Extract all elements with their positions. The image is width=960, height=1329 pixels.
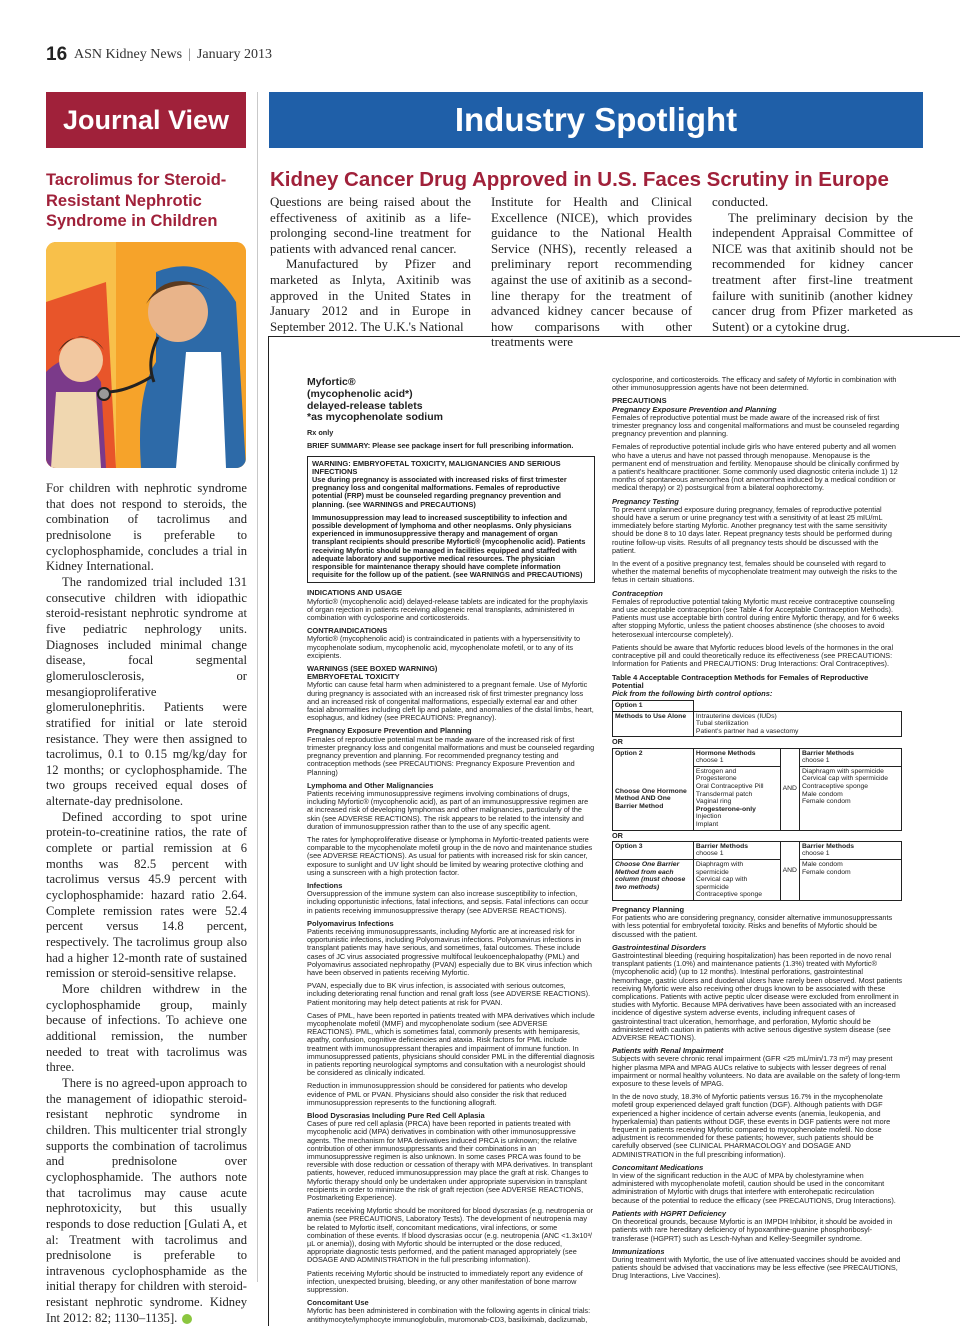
- section-heading: Infections: [307, 880, 343, 890]
- section-text: Females of reproductive potential include girls who have entered puberty and all women who have a uterus and have not passed through menopause. Menopause is the permanent end of menstruation and fertility. Menopause should be clinically confirmed by a patient's healthcare practitioner. Some commonly used diagnostic criteria include 1) 12 months of spontaneous amenorrhea (not amenorrhea induced by a medical condition or medical therapy) or 2) postsurgical from a bilateral oophorectomy.: [612, 442, 900, 493]
- column-divider: [257, 92, 258, 1282]
- rx-only: Rx only: [307, 428, 334, 438]
- table-cell: Choose One Barrier Method from each column (must choose two methods): [613, 860, 694, 901]
- table-row: [613, 841, 902, 859]
- section-text: To prevent unplanned exposure during pregnancy, females of reproductive potential should have a serum or urine pregnancy test with a sensitivity of at least 25 mIU/mL immediately before starting Myfortic. Another pregnancy test with the same sensitivity should be done 8 to 10 days later. Repeat pregnancy tests should be performed during routine follow-up visits. Results of all pregnancy tests should be discussed with the patient.: [612, 504, 892, 555]
- section-heading: Concomitant Medications: [612, 1162, 704, 1172]
- boxed-warning-text: Immunosuppression may lead to increased susceptibility to infection and possible development of lymphoma and other neoplasms. Only physicians experienced in immunosuppressive therapy and management of organ transplant recipients should prescribe Myfortic® (mycophenolic acid). Patients receiving Myfortic should be managed in facilities equipped and staffed with adequate laboratory and supportive medical resources. The physician responsible for maintenance therapy should have complete information requisite for the follow up of the patient. (see WARNINGS and PRECAUTIONS): [312, 512, 586, 580]
- choose-note: choose 1: [695, 757, 724, 765]
- section-heading: Immunizations: [612, 1246, 665, 1256]
- table-cell: [693, 841, 780, 859]
- industry-headline: Kidney Cancer Drug Approved in U.S. Faces Scrutiny in Europe: [270, 168, 889, 191]
- article-column-2: [491, 195, 692, 351]
- article-column-3: [712, 195, 913, 335]
- column-head: Barrier Methods: [695, 842, 749, 850]
- section-text: Subjects with severe chronic renal impairment (GFR <25 mL/min/1.73 m²) may present higher plasma MPA and MPAG AUCs relative to subjects with lesser degrees of renal impairment or normal healthy volunteers. No data are available on the safety of long-term exposure to these levels of MPAG.: [612, 1054, 900, 1089]
- boxed-warning: [307, 456, 595, 584]
- table-row: [613, 701, 902, 712]
- section-heading: Patients with Renal Impairment: [612, 1046, 724, 1056]
- section-heading: Patients with HGPRT Deficiency: [612, 1208, 727, 1218]
- boxed-warning-text: Use during pregnancy is associated with increased risks of first trimester pregnancy loss and congenital malformations. Females of reproductive potential (FRP) must be counseled regarding pregnancy prevention and planning. (see WARNINGS and PRECAUTIONS): [312, 475, 567, 509]
- section-text: In view of the significant reduction in the AUC of MPA by cholestyramine when administered with mycophenolate mofetil, caution should be used in the concomitant administration of Myfortic with drugs that interfere with enterohepatic recirculation because of the potential to reduce the efficacy (see PRECAUTIONS, Drug Interactions).: [612, 1171, 896, 1205]
- contraception-table-option-3: [612, 841, 902, 901]
- section-text: Reduction in immunosuppression should be considered for patients who develop evidence of PML or PVAN. Physicians should also consider the risk that reduced immunosuppression represents to the functioning allograft.: [307, 1081, 568, 1107]
- table-cell: [693, 701, 901, 712]
- issue-date: January 2013: [196, 47, 272, 62]
- product-name: Myfortic®: [307, 376, 356, 388]
- journal-view-body: [46, 481, 247, 1326]
- section-text: Patients receiving Myfortic should be instructed to immediately report any evidence of infection, unexpected bruising, bleeding, or any other manifestation of bone marrow suppression.: [307, 1268, 583, 1295]
- section-text: Patients should be aware that Myfortic reduces blood levels of the hormones in the oral contraceptive pill and could theoretically reduce its effectiveness (see PRECAUTIONS: Information for Patients and PRECAUTIONS: Drug Interactions: Oral Contraceptives).: [612, 642, 894, 669]
- page-number: 16: [46, 44, 68, 65]
- section-text: Females of reproductive potential must be made aware of the increased risk of first trimester pregnancy loss and congenital malformations and must be counseled regarding pregnancy prevention and planning.: [612, 412, 900, 439]
- article-paragraph: Institute for Health and Clinical Excellence (NICE), which provides guidance to the National Health Service (NHS), recently released a preliminary report recommending against the use of axitinib as a second-line therapy for the treatment of advanced kidney cancer because of how comparisons with other treatments were: [491, 195, 692, 350]
- section-text: Gastrointestinal bleeding (requiring hospitalization) has been reported in de novo renal transplant patients (1.0%) and maintenance patients (1.3%) treated with Myfortic® (mycophenolic acid) (up to 12 months). Intestinal perforations, gastrointestinal hemorrhage, gastric ulcers and duodenal ulcers have rarely been observed. Most patients receiving Myfortic were also receiving other drugs known to be associated with these complications. Patients with active peptic ulcer disease were excluded from enrollment in studies with Myfortic. Because MPA derivatives have been associated with an increased incidence of digestive system adverse events, including infrequent cases of gastrointestinal tract ulceration, hemorrhage, and perforation, Myfortic should be administered with caution in patients with active serious digestive system disease (see ADVERSE REACTIONS).: [612, 951, 903, 1043]
- section-text: In the event of a positive pregnancy test, females should be counseled with regard to whether the maternal benefits of mycophenolate treatment may outweigh the risks to the fetus in certain situations.: [612, 559, 898, 585]
- hormone-items: Estrogen and Progesterone Oral Contraceptive Pill Transdermal patch Vaginal ring: [695, 767, 764, 806]
- table-or: OR: [612, 737, 623, 747]
- column-head: Hormone Methods: [695, 749, 756, 757]
- section-text: Myfortic has been administered in combination with the following agents in clinical trials: antithymocyte/lymphocyte immunoglobulin, muromonab-CD3, basiliximab, daclizumab,: [307, 1306, 591, 1324]
- section-text: Cases of PML, have been reported in patients treated with MPA derivatives which include mycophenolate mofetil (MMF) and mycophenolate sodium (see ADVERSE REACTIONS). PML, which is sometimes fatal, commonly presents with hemiparesis, apathy, confusion, cognitive deficiencies and ataxia. Risk factors for PML include treatment with immunosuppressant therapies and impairment of immune function. In immunosuppressed patients, physicians should consider PML in the differential diagnosis in patients reporting neurological symptoms and consultation with a neurologist should be considered as clinically indicated.: [307, 1010, 595, 1078]
- table-cell: Diaphragm with spermicide Cervical cap with spermicide Contraceptive sponge: [693, 860, 780, 901]
- section-text: cyclosporine, and corticosteroids. The efficacy and safety of Myfortic in combination with other immunosuppression agents have not been determined.: [612, 375, 897, 393]
- choose-note: choose 1: [801, 850, 830, 858]
- section-heading: INDICATIONS AND USAGE: [307, 588, 403, 598]
- section-text: Patients receiving immunosuppressants, including Myfortic are at increased risk for opportunistic infections, including Polyomavirus infections. Polyomavirus infections in transplant patients may have serious, and sometimes, fatal outcomes. These include cases of JC virus associated progressive multifocal leukoencephalopathy (PML) and Polyomavirus associated nephropathy (PVAN) especially due to BK virus infection which have been observed in patients receiving Myfortic.: [307, 926, 592, 977]
- section-heading: PRECAUTIONS: [612, 396, 667, 406]
- product-name-block: [307, 377, 595, 424]
- option-method: Choose One Hormone Method AND One Barrier Method: [615, 787, 687, 810]
- section-text: Cases of pure red cell aplasia (PRCA) have been reported in patients treated with mycophenolic acid (MPA) derivatives in combination with other immunosuppressive agents. The mechanism for MPA derivatives induced PRCA is unknown; the relative contribution of other immunosuppressants and their combinations in an immunosuppressive regimen is also unknown. In some cases PRCA was found to be reversible with dose reduction or cessation of therapy with MPA derivatives. In transplant patients, however, reduced immunosuppression may place the graft at risk. Changes to Myfortic therapy should only be undertaken under appropriate supervision in transplant recipients in order to minimize the risk of graft rejection (see ADVERSE REACTIONS, Postmarketing Experience).: [307, 1119, 593, 1203]
- column-head: Barrier Methods: [801, 749, 855, 757]
- column-head: Barrier Methods: [801, 842, 855, 850]
- journal-paragraph: For children with nephrotic syndrome that does not respond to steroids, the combination of tacrolimus and prednisolone is preferable to cyclophosphamide, concludes a trial in Kidney International.: [46, 481, 247, 574]
- table-row: [613, 748, 902, 766]
- section-heading: Lymphoma and Other Malignancies: [307, 780, 434, 790]
- table-or: OR: [612, 830, 623, 840]
- section-text: Myfortic can cause fetal harm when administered to a pregnant female. Use of Myfortic during pregnancy is associated with an increased risk of first trimester pregnancy loss and an increased risk of congenital malformations, especially external ear and other facial abnormalities including cleft lip and palate, and anomalies of the distal limbs, heart, esophagus, and kidney (see PRECAUTIONS: Pregnancy).: [307, 680, 594, 723]
- choose-note: choose 1: [801, 757, 830, 765]
- section-text: PVAN, especially due to BK virus infection, is associated with serious outcomes, including deteriorating renal function and renal graft loss (see ADVERSE REACTIONS). Patient monitoring may help detect patients at risk for PVAN.: [307, 981, 591, 1007]
- section-text: During treatment with Myfortic, the use of live attenuated vaccines should be avoided and patients should be advised that vaccinations may be less effective (see PRECAUTIONS, Drug Interactions, Live Vaccines).: [612, 1254, 901, 1281]
- article-column-1: [270, 195, 471, 335]
- illustration-graphic: [46, 242, 246, 468]
- section-text: Patients receiving immunosuppressive regimens involving combinations of drugs, including Myfortic® (mycophenolic acid), as part of an immunosuppressive regimen are at increased risk of developing lymphomas and other malignancies, particularly of the skin (see ADVERSE REACTIONS). The risk appears to be related to the intensity and duration of immunosuppression rather than to the use of any specific agent.: [307, 788, 589, 831]
- section-heading: CONTRAINDICATIONS: [307, 626, 388, 636]
- section-heading: Pregnancy Testing: [612, 496, 679, 506]
- section-text: For patients who are considering pregnancy, consider alternative immunosuppressants with less potential for embryofetal toxicity. Risks and benefits of Myfortic should be discussed with the patient.: [612, 913, 893, 939]
- boxed-warning-title: WARNING: EMBRYOFETAL TOXICITY, MALIGNANCIES AND SERIOUS INFECTIONS: [312, 458, 561, 476]
- table-title: Table 4 Acceptable Contraception Methods for Females of Reproductive Potential: [612, 672, 869, 690]
- section-text: In the de novo study, 18.3% of Myfortic patients versus 16.7% in the mycophenolate mofetil group experienced delayed graft function (DGF). Although patients with DGF experienced a higher incidence of certain adverse events (anemia, leukopenia, and hyperkalemia) than patients without DGF, these events in DGF patients were not more frequent in patients receiving Myfortic compared to mycophenolate mofetil. No dose adjustment is recommended for these patients; however, such patients should be carefully observed (see CLINICAL PHARMACOLOGY and DOSAGE AND ADMINISTRATION in the full prescribing information).: [612, 1092, 891, 1159]
- table-row: [613, 860, 902, 901]
- section-heading: Concomitant Use: [307, 1298, 369, 1308]
- ad-right-column: [612, 376, 902, 1286]
- product-generic: (mycophenolic acid*): [307, 387, 413, 400]
- column-head: Progesterone-only: [695, 805, 756, 813]
- section-heading: Blood Dyscrasias Including Pure Red Cell Aplasia: [307, 1111, 485, 1121]
- table-cell: Intrauterine devices (IUDs) Tubal sterilization Patient's partner had a vasectomy: [693, 711, 901, 737]
- doctor-child-illustration: [46, 242, 246, 468]
- article-paragraph: Questions are being raised about the effectiveness of axitinib as a life-prolonging second-line treatment for patients with advanced renal cancer.: [270, 195, 471, 256]
- section-heading: EMBRYOFETAL TOXICITY: [307, 672, 400, 682]
- section-heading: Contraception: [612, 588, 663, 598]
- table-cell: Male condom Female condom: [799, 860, 901, 901]
- running-header: ASN Kidney News | January 2013: [74, 47, 272, 62]
- table-cell: [799, 748, 901, 766]
- article-paragraph: Manufactured by Pfizer and marketed as Inlyta, Axitinib was approved in the United States in January 2012 and in Europe in September 2012. The U.K.'s National: [270, 257, 471, 334]
- table-cell: [613, 748, 694, 830]
- ad-left-column: [307, 377, 595, 1329]
- table-and: AND: [780, 841, 799, 900]
- section-text: Oversuppression of the immune system can also increase susceptibility to infection, including opportunistic infections, fatal infections, and sepsis. Fatal infections can occur in patients receiving immunosuppressive therapy (see ADVERSE REACTIONS).: [307, 889, 589, 915]
- table-cell: [693, 748, 780, 766]
- section-heading: Pregnancy Planning: [612, 904, 685, 914]
- publication-name: ASN Kidney News: [74, 47, 183, 62]
- section-text: The rates for lymphoproliferative disease or lymphoma in Myfortic-treated patients were comparable to the mycophenolate mofetil group in the de novo and maintenance studies (see ADVERSE REACTIONS). As usual for patients with increased risk for skin cancer, exposure to sunlight and UV light should be limited by wearing protective clothing and using a sunscreen with a high protection factor.: [307, 834, 593, 877]
- option-label: Option 2: [615, 749, 643, 757]
- section-heading: Gastrointestinal Disorders: [612, 942, 707, 952]
- journal-paragraph: More children withdrew in the cyclophosphamide group, mainly because of infections. To achieve one additional remission, the number needed to treat with tacrolimus was three.: [46, 982, 247, 1075]
- choose-note: choose 1: [695, 850, 724, 858]
- section-heading: Pregnancy Exposure Prevention and Planning: [307, 726, 472, 736]
- article-paragraph: conducted.: [712, 195, 769, 209]
- section-text: Myfortic® (mycophenolic acid) delayed-release tablets are indicated for the prophylaxis of organ rejection in patients receiving allogeneic renal transplants, administered in combination with cyclosporine and corticosteroids.: [307, 596, 588, 623]
- section-text: Patients receiving Myfortic should be monitored for blood dyscrasias (e.g. neutropenia or anemia (see PRECAUTIONS, Laboratory Tests). The development of neutropenia may be related to Myfortic itself, concomitant medications, viral infections, or some combination of these events. If blood dyscrasias occur (e.g. neutropenia (ANC <1.3x10³/µL or anemia)), dosing with Myfortic should be interrupted or the dose reduced, appropriate diagnostic tests performed, and the patient managed appropriately (see DOSAGE AND ADMINISTRATION in the full prescribing information).: [307, 1206, 593, 1265]
- industry-spotlight-banner: Industry Spotlight: [269, 92, 923, 148]
- journal-paragraph-last: [46, 1076, 247, 1327]
- progesterone-items: Injection Implant: [695, 813, 722, 829]
- section-text: Females of reproductive potential taking Myfortic must receive contraceptive counseling and use acceptable contraception (see Table 4 for Acceptable Contraception Methods). Patients must use acceptable birth control during entire Myfortic therapy, and for 6 weeks after stopping Myfortic, unless the patient chooses abstinence (she chooses to avoid heterosexual intercourse completely).: [612, 596, 900, 639]
- journal-view-headline: Tacrolimus for Steroid-Resistant Nephrotic Syndrome in Children: [46, 171, 227, 230]
- table-subtitle: Pick from the following birth control options:: [612, 688, 773, 698]
- journal-paragraph-text: There is no agreed-upon approach to the management of idiopathic steroid-resistant nephrotic syndrome in children. This multicenter trial strongly supports the combination of tacrolimus and prednisolone over cyclophosphamide. The authors note that tacrolimus may cause acute nephrotoxicity, but this usually responds to dose reduction [Gulati A, et al: Treatment with tacrolimus and prednisolone is preferable to intravenous cyclophosphamide as the initial therapy for children with steroid-resistant nephrotic syndrome. Kidney Int 2012: 82; 1130–1135].: [46, 1075, 247, 1325]
- table-cell: Diaphragm with spermicide Cervical cap with spermicide Contraceptive sponge Male condom Female condom: [799, 766, 901, 830]
- table-cell: Methods to Use Alone: [613, 711, 694, 737]
- product-salt: *as mycophenolate sodium: [307, 411, 443, 424]
- table-row: [613, 711, 902, 737]
- article-paragraph: The preliminary decision by the independent Appraisal Committee of NICE was that axitinib should not be recommended for kidney cancer treatment after first-line treatment failure with sunitinib (another kidney cancer drug from Pfizer marketed as Sutent) or a cytokine drug.: [712, 210, 913, 334]
- table-cell: Option 3: [613, 841, 694, 859]
- section-heading: Pregnancy Exposure Prevention and Planning: [612, 404, 777, 414]
- contraception-table-option-2: [612, 748, 902, 831]
- table-cell: [693, 766, 780, 830]
- end-mark-icon: [182, 1314, 192, 1324]
- journal-paragraph: The randomized trial included 131 consecutive children with idiopathic steroid-resistant nephrotic syndrome at five pediatric nephrology units. Diagnoses included minimal change disease, focal segmental glomerulosclerosis, or mesangioproliferative glomerulonephritis. Patients were stratified for initial or late steroid resistance. They were then assigned to tacrolimus, 0.1 to 0.15 mg/kg/day for 12 months; or cyclophosphamide. The two groups received equal doses of alternate-day prednisolone.: [46, 574, 247, 809]
- product-form: delayed-release tablets: [307, 399, 423, 412]
- table-cell: [799, 841, 901, 859]
- table-and: AND: [780, 748, 799, 830]
- table-cell: Option 1: [613, 701, 694, 712]
- journal-paragraph: Defined according to spot urine protein-to-creatinine ratios, the rate of complete or partial remission at 6 months was 82.5 percent with tacrolimus versus 45.9 percent with cyclophosphamide: hazard ratio 2.64. Complete remission rates were 52.4 percent versus 14.8 percent, respectively. The tacrolimus group also had a higher 12-month rate of sustained remission or steroid-sensitive relapse.: [46, 809, 247, 981]
- section-text: On theoretical grounds, because Myfortic is an IMPDH Inhibitor, it should be avoided in patients with rare hereditary deficiency of hypoxanthine-guanine phosphoribosyl-transferase (HGPRT) such as Lesch-Nyhan and Kelley-Seegmiller syndrome.: [612, 1217, 893, 1243]
- journal-view-banner: Journal View: [46, 92, 246, 148]
- brief-summary: BRIEF SUMMARY: Please see package insert for full prescribing information.: [307, 441, 574, 451]
- contraception-table: [612, 700, 902, 737]
- section-heading: Polyomavirus Infections: [307, 918, 394, 928]
- section-text: Females of reproductive potential must be made aware of the increased risk of first trimester pregnancy loss and congenital malformations and must be counseled regarding pregnancy prevention and planning. For recommended pregnancy testing and contraception methods (see PRECAUTIONS: Pregnancy Exposure Prevention and Planning): [307, 734, 595, 777]
- section-heading: WARNINGS (SEE BOXED WARNING): [307, 664, 438, 674]
- section-text: Myfortic® (mycophenolic acid) is contraindicated in patients with a hypersensitivity to mycophenolate sodium, mycophenolic acid, mycophenolate mofetil, or to any of its excipients.: [307, 634, 581, 660]
